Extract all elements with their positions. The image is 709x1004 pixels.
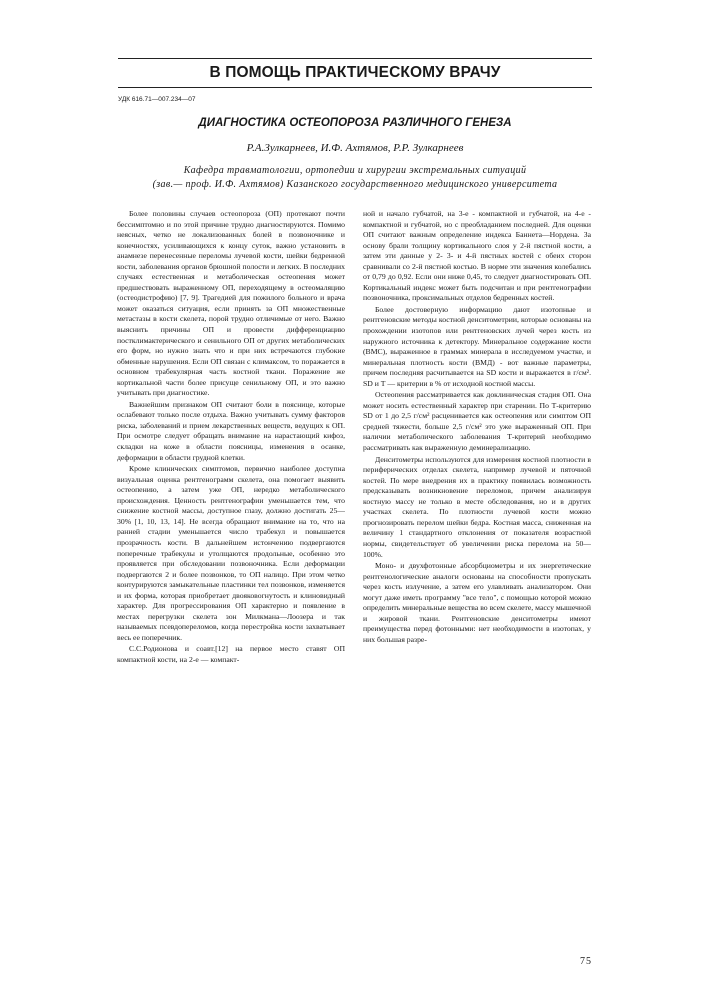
right-column	[363, 209, 591, 646]
paragraph: Остеопения рассматривается как доклиническая стадия ОП. Она может носить естественный характер при старении. По Т-критерию SD от 1 до 2,5 г/см² расценивается как остеопения или симптом ОП средней тяжести, больше 2,5 г/см² это уже выраженный ОП. При наличии метаболического заболевания Т-критерий необходимо рассматривать как выраженную деминерализацию.	[363, 390, 591, 453]
affiliation-line-2: (зав.— проф. И.Ф. Ахтямов) Казанского государственного медицинского университета	[152, 179, 558, 190]
section-rule	[118, 87, 592, 88]
paragraph: С.С.Родионова и соавт.[12] на первое место ставят ОП компактной кости, на 2-е — компакт-	[117, 644, 345, 664]
paragraph: Более половины случаев остеопороза (ОП) протекают почти бессимптомно и по этой причине трудно диагностируются. Помимо неясных, четко не локализованных болей в позвоночнике и конечностях, усиливающихся к концу суток, важно установить в анамнезе перенесенные переломы лучевой кости, шейки бедренной кости, заболевания органов брюшной полости и легких. В последних случаях естественная и метаболическая остеопения может предшествовать выраженному ОП, переходящему в остеомаляцию (остеодистрофию) [7, 9]. Трагедией для пожилого больного и врача может оказаться ситуация, если принять за ОП множественные метастазы в кости скелета, порой трудно отличимые от него. Важно выяснить причины ОП и провести дифференциацию постклимактерического и сенильного ОП от других метаболических его форм, но нужно знать что и при них встречаются глубокие обменные нарушения. Если ОП связан с климаксом, то поражается в основном трабекулярная часть костной ткани. Поражение же кортикальной части более присуще сенильному ОП, и это важно учитывать при диагностике.	[117, 209, 345, 398]
left-column	[117, 209, 345, 667]
paragraph: Моно- и двухфотонные абсорбциометры и их энергетические рентгенологические аналоги основаны на способности пропускать через кость излучение, а затем его улавливать анализатором. Они могут даже иметь программу "все тело", с помощью которой можно определить минеральные вещества во всем скелете, массу мышечной и жировой ткани. Рентгеновские денситометры имеют преимущества перед фотонными: нет необходимости в изотопах, у них большая разре-	[363, 561, 591, 644]
article-affiliation	[118, 164, 592, 192]
section-heading: В ПОМОЩЬ ПРАКТИЧЕСКОМУ ВРАЧУ	[209, 64, 501, 81]
page-number: 75	[580, 956, 592, 967]
article-title: ДИАГНОСТИКА ОСТЕОПОРОЗА РАЗЛИЧНОГО ГЕНЕЗА	[198, 117, 512, 129]
affiliation-line-1: Кафедра травматологии, ортопедии и хирургии экстремальных ситуаций	[183, 165, 527, 176]
paragraph: Кроме клинических симптомов, первично наиболее доступна визуальная оценка рентгенограмм скелета, она помогает выявить остеопению, а затем уже ОП, нередко метаболического происхождения. Ценность рентгенографии уменьшается тем, что снижение костной массы, доступное глазу, должно достигать 25—30% [1, 10, 13, 14]. Не всегда обращают внимание на то, что на ранней стадии уменьшается число трабекул и повышается прозрачность кости. В дальнейшем истончению подвергаются поперечные трабекулы и утолщаются продольные, особенно это проявляется при обследовании позвоночника. Если деформации подвергаются 2 и более позвонков, то ОП налицо. При этом четко контурируются замыкательные пластинки тел позвонков, изменяется и их форма, которая приобретает двояковогнутость и клиновидный характер. Для прогрессирования ОП характерно и появление в местах перегрузки скелета зон Милкмана—Лоозера и так называемых псевдопереломов, когда перестройка кости захватывает весь ее поперечник.	[117, 464, 345, 642]
article-authors: Р.А.Зулкарнеев, И.Ф. Ахтямов, Р.Р. Зулкарнеев	[246, 142, 464, 154]
paragraph: Более достоверную информацию дают изотопные и рентгеновские методы костной денситометрии, которые основаны на прохождении изотопов или рентгеновских лучей через кость из наружного источника к детектору. Минеральное содержание кости (ВМС), выраженное в граммах минерала в исследуемом участке, и минеральная плотность кости (ВМД) - вот важные параметры, причем последняя расчитывается на SD кости и выражается в г/см². SD и Т — критерии в % от исходной костной массы.	[363, 304, 591, 388]
udc-code: УДК 616.71—007.234—07	[118, 96, 196, 103]
paragraph: Денситометры используются для измерения костной плотности в периферических отделах скелета, например лучевой и пяточной костей. По мере внедрения их в практику появилась возможность предсказывать возникновение переломов, причем анализируя костную массу не только в месте обследования, но и в других участках скелета. По плотности лучевой кости можно прогнозировать перелом шейки бедра. Костная масса, сниженная на величину 1 стандартного отклонения от показателя возрастной нормы, свидетельствует об увеличении риска перелома на 50—100%.	[363, 454, 591, 559]
top-rule	[118, 58, 592, 59]
paragraph-continuation: ной и начало губчатой, на 3-е - компактной и губчатой, на 4-е - компактной и губчатой, но с преобладанием последней. Для оценки ОП считают важным определение индекса Баннета—Нордена. За основу брали толщину кортикального слоя у 2-й пястной кости, а затем эти данные у 2- 3- и 4-й пястных костей с обеих сторон сравнивали со 2-й пястной костью. В норме эти значения колебались от 0,79 до 0,92. Если они ниже 0,45, то следует диагностировать ОП. Кортикальный индекс может быть подсчитан и при рентгенографии позвоночника, проксимальных отделов бедренных костей.	[363, 209, 591, 303]
paragraph: Важнейшим признаком ОП считают боли в пояснице, которые ослабевают только после отдыха. Важно учитывать сумму факторов риска, заболеваний и прием лекарственных веществ, ведущих к ОП. При осмотре следует обращать внимание на нарастающий кифоз, складки на коже в области поясницы, изменения в осанке, деформации в области грудной клетки.	[117, 399, 345, 462]
